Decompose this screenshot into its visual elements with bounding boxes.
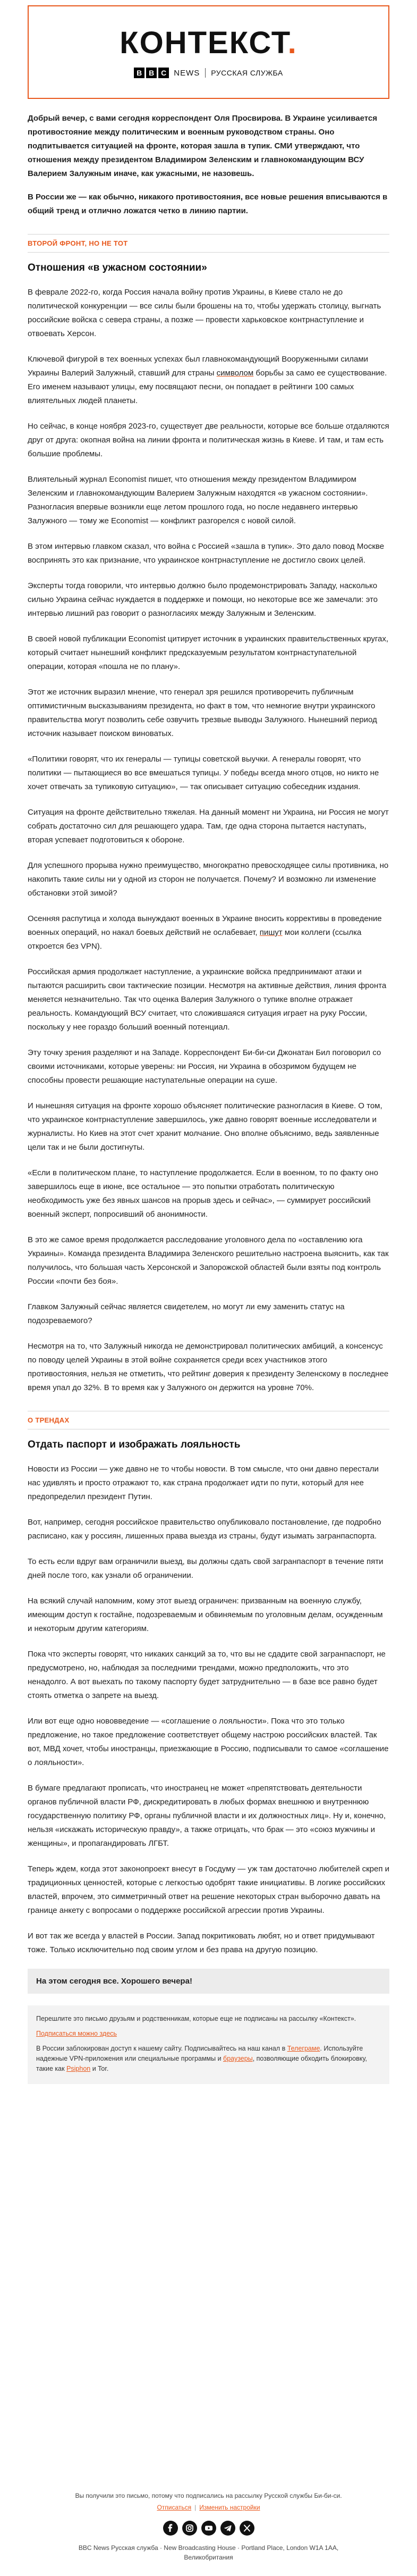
section-body	[28, 286, 389, 1395]
paragraph-text: В это же самое время продолжается расследование уголовного дела по «оставлению юга Украины». Команда президента Владимира Зеленского решительно настроена выяснить, как так получилось, что большая часть Херсонской и Запорожской областей были взяты под контроль России «почти без боя».	[28, 1235, 389, 1286]
paragraph-text: В бумаге предлагают прописать, что иностранец не может «препятствовать деятельности органов публичной власти РФ, дискредитировать в любых формах внешнюю и внутреннюю государственную политику РФ, органы публичной власти и их должностных лиц». Ну и, конечно, нельзя «искажать историческую правду», а также отрицать, что брак — это «союз мужчины и женщины», и пропагандировать ЛГБТ.	[28, 1784, 386, 1848]
paragraph	[36, 2044, 381, 2074]
instagram-icon[interactable]	[182, 2521, 197, 2536]
paragraph	[28, 1046, 389, 1088]
social-icons	[28, 2521, 389, 2536]
paragraph	[28, 752, 389, 794]
paragraph-text: «Политики говорят, что их генералы — тупицы советской выучки. А генералы говорят, что политики — пытающиеся во все вмешаться тупицы. У победы всегда много отцов, но никто не хочет отвечать за тупиковую ситуацию», — так описывает ситуацию собеседник издания.	[28, 755, 379, 791]
paragraph-text: Несмотря на то, что Залужный никогда не демонстрировал политических амбиций, а консенсус по поводу целей Украины в этой войне сохраняется среди всех участников этого противостояния, нельзя не отметить, что рейтинг доверия к президенту Зеленскому в последнее время упал до 32%. В то время как у Залужного он держится на уровне 70%.	[28, 1342, 389, 1392]
section-title: Отдать паспорт и изображать лояльность	[28, 1439, 241, 1450]
paragraph-text: . Используйте надежные VPN-приложения или специальные программы и	[36, 2045, 363, 2062]
paragraph	[28, 685, 389, 741]
bbc-news-label: NEWS	[174, 68, 200, 78]
section-title: Отношения «в ужасном состоянии»	[28, 262, 207, 273]
kontekst-logo	[120, 26, 297, 60]
paragraph-text: Ключевой фигурой в тех военных успехах был главнокомандующий Вооруженными силами Украины Валерий Залужный, ставший для страны	[28, 355, 369, 378]
paragraph	[28, 632, 389, 674]
paragraph	[28, 859, 389, 900]
bbc-letter: B	[134, 68, 144, 78]
logo-text: КОНТЕКСТ	[120, 26, 288, 60]
section-trends	[28, 1411, 389, 1957]
paragraph-text: Ситуация на фронте действительно тяжелая. На данный момент ни Украина, ни Россия не могут собрать достаточно сил для решающего удара. Там, где одна сторона пытается наступать, вторая успевает подготовиться к обороне.	[28, 808, 389, 844]
paragraph-text: Теперь ждем, когда этот законопроект внесут в Госдуму — уж там достаточно любителей скреп и традиционных ценностей, которые с легкостью одобрят такие инициативы. В логике российских властей, впрочем, это симметричный ответ на решение некоторых стран выборочно давать на границе анкету с вопросами о поддержке российской агрессии против Украины.	[28, 1864, 390, 1915]
intro-greeting: Добрый вечер, с вами сегодня корреспондент Оля Просвирова. В Украине усиливается противостояние между политическим и военным руководством страны. Оно подпитывается ситуацией на фронте, которая зашла в тупик. СМИ утверждают, что отношения между президентом Владимиром Зеленским и главнокомандующим ВСУ Валерием Залужным иначе, как ужасными, не назовешь.	[28, 114, 378, 178]
paragraph	[28, 1594, 389, 1636]
paragraph	[28, 579, 389, 621]
paragraph	[28, 420, 389, 461]
paragraph-text: и Tor.	[90, 2065, 109, 2072]
paragraph	[28, 965, 389, 1034]
paragraph	[28, 1099, 389, 1155]
paragraph-text: Новости из России — уже давно не то чтобы новости. В том смысле, что они давно перестали нас удивлять и просто отражают то, как страна продолжает идти по пути, который для нее предопределил президент Путин.	[28, 1465, 379, 1501]
intro	[28, 112, 389, 218]
paragraph	[28, 1300, 389, 1328]
content-column	[28, 0, 389, 2084]
paragraph-text: На всякий случай напомним, кому этот выезд ограничен: призванным на военную службу, имеющим доступ к гостайне, подозреваемым и обвиняемым по уголовным делам, осужденным и некоторым другим категориям.	[28, 1596, 383, 1633]
youtube-icon[interactable]	[201, 2521, 216, 2536]
paragraph-text: Этот же источник выразил мнение, что генерал зря решился противоречить публичным оптимистичным высказываниям президента, но факт в том, что немногие внутри украинского правительства могут позволить себе озвучить трезвые выводы Залужного. Нынешний период источник называет поиском виноватых.	[28, 688, 377, 738]
paragraph-text: «Если в политическом плане, то наступление продолжается. Если в военном, то по факту оно завершилось еще в июне, все остальное — это попытки отработать политическую необходимость уже без явных шансов на прорыв здесь и сейчас», — суммирует российский военный эксперт, попросивший об анонимности.	[28, 1168, 378, 1219]
paragraph-text: И нынешняя ситуация на фронте хорошо объясняет политические разногласия в Киеве. О том, что украинское контрнаступление завершилось, уже давно говорят военные исследователи и журналисты. Но Киев на этот счет хранит молчание. Оно вполне объяснимо, ведь заявленные цели так и не были достигнуты.	[28, 1101, 382, 1152]
paragraph	[28, 1462, 389, 1504]
paragraph-text: Пока что эксперты говорят, что никаких санкций за то, что вы не сдадите свой загранпаспорт, не предусмотрено, но, наблюдая за последними трендами, можно предположить, что это ненадолго. А вот выехать по такому паспорту будет затруднительно — в базе все равно будет стоять отметка о запрете на выезд.	[28, 1650, 386, 1700]
paragraph-text: борьбы за само ее существование. Его именем называют улицы, ему посвящают песни, он попадает в рейтинги 100 самых влиятельных людей планеты.	[28, 369, 387, 405]
paragraph-text: , позволяющие обходить блокировку, такие как	[36, 2055, 367, 2072]
paragraph	[28, 1929, 389, 1957]
section-label: О ТРЕНДАХ	[28, 1411, 389, 1429]
paragraph-text: Эксперты тогда говорили, что интервью должно было продемонстрировать Западу, насколько сильно Украина сейчас нуждается в поддержке и помощи, но некоторые все же замечали: это интервью лишний раз говорит о разногласиях между Залужным и Зеленским.	[28, 581, 378, 618]
paragraph	[28, 353, 389, 408]
service-name: РУССКАЯ СЛУЖБА	[211, 69, 283, 77]
paragraph-text: То есть если вдруг вам ограничили выезд, вы должны сдать свой загранпаспорт в течение пяти дней после того, как узнали об ограничении.	[28, 1557, 384, 1580]
paragraph-text: Осенняя распутица и холода вынуждают военных в Украине вносить коррективы в проведение военных операций, но накал боевых действий не ослабевает,	[28, 914, 382, 937]
paragraph	[28, 1516, 389, 1543]
paragraph-text: Или вот еще одно нововведение — «соглашение о лояльности». Пока что это только предложение, но такое предложение соответствует общему настрою российских властей. Так вот, МВД хочет, чтобы иностранцы, приезжающие в Россию, подписывали то самое «соглашение о лояльности».	[28, 1717, 389, 1767]
bbc-news-brand	[134, 68, 283, 78]
paragraph-text: В этом интервью главком сказал, что война с Россией «зашла в тупик». Это дало повод Москве воспринять это как признание, что украинское контрнаступление не достигло своих целей.	[28, 542, 385, 565]
telegram-icon[interactable]	[220, 2521, 235, 2536]
paragraph	[28, 1714, 389, 1770]
paragraph	[28, 912, 389, 954]
footer	[28, 2491, 389, 2576]
brand-divider	[205, 68, 206, 78]
paragraph-text: В феврале 2022-го, когда Россия начала войну против Украины, в Киеве стало не до политической конкуренции — все силы были брошены на то, чтобы удержать столицу, выгнать российские войска с севера страны, а позже — провести харьковское контрнаступление и отвоевать Херсон.	[28, 288, 381, 338]
inline-link[interactable]: Подписаться можно здесь	[36, 2030, 117, 2037]
section-label: ВТОРОЙ ФРОНТ, НО НЕ ТОТ	[28, 234, 389, 253]
paragraph	[28, 1233, 389, 1289]
paragraph-text: Но сейчас, в конце ноября 2023-го, существует две реальности, которые все больше отдаляются друг от друга: окопная война на линии фронта и политическая жизнь в Киеве. И там, и там есть большие проблемы.	[28, 422, 389, 458]
spacer	[0, 2084, 417, 2491]
x-icon[interactable]	[240, 2521, 254, 2536]
paragraph-text: Для успешного прорыва нужно преимущество, многократно превосходящее силы противника, но накопить такие силы ни у одной из сторон не получается. Почему? И возможно ли изменение обстановки этой зимой?	[28, 861, 389, 898]
paragraph-text: Перешлите это письмо друзьям и родственникам, которые еще не подписаны на рассылку «Контекст».	[36, 2015, 356, 2022]
footer-address-line: Великобритания	[184, 2554, 233, 2561]
paragraph	[28, 806, 389, 847]
paragraph-text: И вот так же всегда у властей в России. Запад покритиковать любят, но и ответ придумывают тоже. Только исключительно под своим углом и без права на другую позицию.	[28, 1931, 375, 1954]
facebook-icon[interactable]	[163, 2521, 178, 2536]
paragraph	[28, 1647, 389, 1703]
paragraph-text: Эту точку зрения разделяют и на Западе. Корреспондент Би-би-си Джонатан Бил поговорил со своими источниками, которые уверены: ни Россия, ни Украина в обозримом будущем не способны провести решающие наступательные операции на суше.	[28, 1048, 381, 1085]
paragraph	[36, 2014, 381, 2024]
paragraph-text: В России заблокирован доступ к нашему сайту. Подписывайтесь на наш канал в	[36, 2045, 287, 2052]
paragraph	[28, 286, 389, 341]
paragraph-text: В своей новой публикации Economist цитирует источник в украинских правительственных кругах, который считает нынешний конфликт предсказуемым результатом контрнаступательной операции, которая «пошла не по плану».	[28, 634, 389, 671]
bbc-letter: C	[158, 68, 169, 78]
paragraph-text: Влиятельный журнал Economist пишет, что отношения между президентом Владимиром Зеленским и главнокомандующим Валерием Залужным находятся «в ужасном состоянии». Разногласия впервые возникли еще летом прошлого года, но после недавнего интервью Залужного — тому же Economist — конфликт разгорелся с новой силой.	[28, 475, 368, 525]
paragraph-text: мои коллеги (ссылка откроется без VPN).	[28, 928, 362, 951]
paragraph	[28, 1782, 389, 1851]
paragraph	[28, 473, 389, 528]
section-body	[28, 1462, 389, 1957]
logo-dot: .	[287, 26, 297, 60]
footer-links	[28, 2503, 389, 2512]
paragraph	[28, 1555, 389, 1583]
paragraph	[28, 1166, 389, 1222]
paragraph-text: Вот, например, сегодня российское правительство опубликовало постановление, где подробно расписано, как у россиян, лишенных права выезда из страны, будут изымать загранпаспорта.	[28, 1518, 381, 1541]
inline-link[interactable]: Psiphon	[66, 2065, 91, 2072]
inline-link[interactable]: Телеграме	[287, 2045, 320, 2052]
section-second-front	[28, 234, 389, 1395]
closing-box: На этом сегодня все. Хорошего вечера!	[28, 1969, 389, 1994]
share-box	[28, 2005, 389, 2084]
paragraph	[28, 1862, 389, 1918]
paragraph	[28, 540, 389, 567]
paragraph	[36, 2029, 381, 2039]
paragraph-text: Главком Залужный сейчас является свидетелем, но могут ли ему заменить статус на подозреваемого?	[28, 1302, 345, 1325]
unsubscribe-link[interactable]: Отписаться	[157, 2504, 192, 2511]
inline-link[interactable]: символом	[216, 369, 254, 378]
footer-link-separator: |	[194, 2504, 197, 2511]
masthead	[28, 5, 389, 99]
inline-link[interactable]: пишут	[259, 928, 283, 937]
intro-note: В России же — как обычно, никакого противостояния, все новые решения вписываются в общий тренд и отлично ложатся четко в линию партии.	[28, 193, 388, 215]
bbc-letter: B	[146, 68, 157, 78]
paragraph	[28, 1340, 389, 1395]
paragraph-text: Российская армия продолжает наступление, а украинские войска предпринимают атаки и пытаются расширить свои тактические позиции. Несмотря на активные действия, линия фронта меняется незначительно. Так что оценка Валерия Залужного о тупике вполне отражает реальность. Командующий ВСУ считает, что сложившаяся ситуация играет на руку России, поскольку у нее гораздо больший военный потенциал.	[28, 967, 387, 1032]
footer-address-line: BBC News Русская служба · New Broadcasting House · Portland Place, London W1A 1AA,	[78, 2544, 339, 2552]
settings-link[interactable]: Изменить настройки	[199, 2504, 260, 2511]
inline-link[interactable]: браузеры	[223, 2055, 253, 2062]
footer-reason: Вы получили это письмо, потому что подписались на рассылку Русской службы Би-би-си.	[75, 2492, 342, 2499]
